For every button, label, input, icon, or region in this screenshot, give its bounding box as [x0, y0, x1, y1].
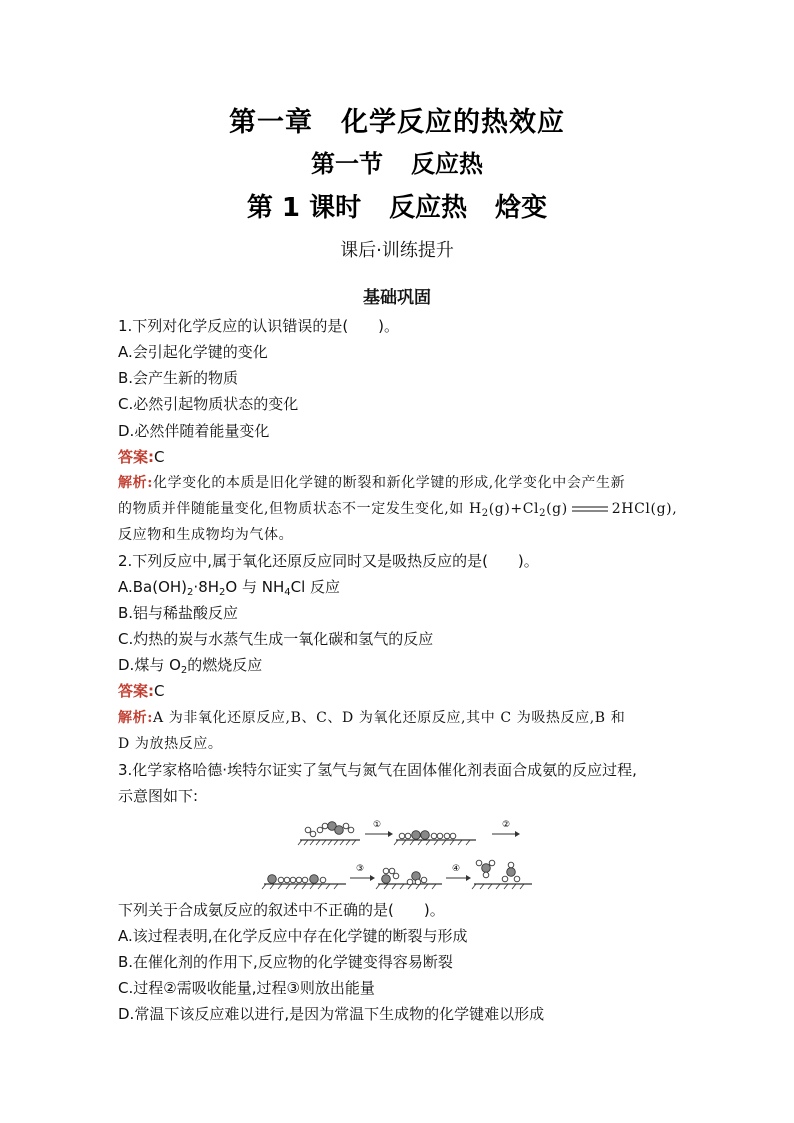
- q3-stem-line-2: 示意图如下:: [118, 787, 199, 805]
- q1-answer: [118, 447, 164, 467]
- arrow-step-3: [350, 875, 375, 881]
- stage-2-surface: [262, 875, 346, 889]
- explanation-text: (g): [546, 501, 568, 517]
- q2-option-a: [118, 577, 340, 597]
- q1-option-c: C.必然引起物质状态的变化: [118, 395, 299, 413]
- subscript: 2: [539, 508, 547, 519]
- q2-explanation-line-1: [118, 708, 625, 728]
- arrow-step-2: [492, 831, 520, 837]
- explanation-label: 解析:: [118, 710, 153, 726]
- q1-option-b: B.会产生新的物质: [118, 369, 239, 387]
- option-text: ·8H: [193, 578, 220, 596]
- subscript: 2: [219, 587, 226, 598]
- section-title: [0, 144, 794, 179]
- stage-4-surface: [472, 860, 532, 889]
- subscript: 2: [481, 508, 489, 519]
- section-heading: 基础巩固: [363, 288, 431, 308]
- arrow-step-4: [446, 875, 471, 881]
- option-text: O 与 NH: [225, 578, 285, 596]
- lesson-name-1: 反应热: [389, 193, 468, 223]
- explanation-text: (g)+Cl: [488, 501, 540, 517]
- q2-explanation-line-2: D 为放热反应。: [118, 736, 223, 752]
- q2-option-d: [118, 655, 262, 675]
- option-text: 的燃烧反应: [187, 656, 263, 674]
- chapter-number: 第一章: [229, 107, 313, 138]
- subscript: 4: [284, 587, 291, 598]
- step-4-label: ④: [451, 864, 461, 874]
- q1-explanation-line-2: [118, 499, 677, 519]
- q2-option-c: C.灼热的炭与水蒸气生成一氧化碳和氢气的反应: [118, 630, 434, 648]
- q3-stem-line-1: 3.化学家格哈德·埃特尔证实了氢气与氮气在固体催化剂表面合成氨的反应过程,: [118, 761, 637, 779]
- q2-answer: [118, 681, 164, 701]
- q2-option-b: B.铝与稀盐酸反应: [118, 604, 239, 622]
- section-number: 第一节: [311, 150, 383, 178]
- stage-1-surface: [394, 831, 476, 845]
- q3-option-b: B.在催化剂的作用下,反应物的化学键变得容易断裂: [118, 953, 453, 971]
- step-3-label: ③: [355, 864, 365, 874]
- q1-option-a: A.会引起化学键的变化: [118, 343, 268, 361]
- q1-explanation-line-1: [118, 473, 625, 493]
- double-line-arrow-icon: [570, 503, 610, 515]
- step-2-label: ②: [501, 820, 511, 830]
- stage-0-surface: [298, 822, 360, 845]
- subscript: 2: [180, 665, 188, 676]
- step-1-label: ①: [372, 820, 382, 830]
- q3-option-c: C.过程②需吸收能量,过程③则放出能量: [118, 979, 375, 997]
- answer-value: C: [154, 448, 165, 466]
- answer-label: 答案:: [118, 448, 154, 466]
- q3-question: 下列关于合成氨反应的叙述中不正确的是( )。: [118, 901, 445, 919]
- subscript: 2: [187, 587, 194, 598]
- q1-option-d: D.必然伴随着能量变化: [118, 422, 270, 440]
- lesson-number: 第 1 课时: [246, 193, 362, 223]
- option-text: Cl 反应: [290, 578, 341, 596]
- arrow-step-1: [365, 831, 393, 837]
- chapter-title: [0, 100, 794, 139]
- q1-explanation-line-3: 反应物和生成物均为气体。: [118, 527, 294, 543]
- section-name: 反应热: [411, 150, 483, 178]
- answer-label: 答案:: [118, 682, 154, 700]
- stage-3-surface: [376, 868, 442, 889]
- answer-value: C: [154, 682, 165, 700]
- explanation-text: 2HCl(g),: [611, 501, 678, 517]
- explanation-text: 化学变化的本质是旧化学键的断裂和新化学键的形成,化学变化中会产生新: [152, 475, 626, 491]
- q3-option-a: A.该过程表明,在化学反应中存在化学键的断裂与形成: [118, 927, 468, 945]
- q1-stem: 1.下列对化学反应的认识错误的是( )。: [118, 317, 400, 335]
- chapter-name: 化学反应的热效应: [341, 107, 565, 138]
- ammonia-synthesis-diagram: [260, 812, 540, 892]
- option-text: A.Ba(OH): [118, 578, 188, 596]
- lesson-title: [0, 187, 794, 224]
- explanation-text: A 为非氧化还原反应,B、C、D 为氧化还原反应,其中 C 为吸热反应,B 和: [152, 710, 626, 726]
- q2-stem: 2.下列反应中,属于氧化还原反应同时又是吸热反应的是( )。: [118, 552, 539, 570]
- explanation-text: 的物质并伴随能量变化,但物质状态不一定发生变化,如 H: [118, 501, 482, 517]
- page-subtitle: 课后·训练提升: [340, 240, 454, 261]
- q3-option-d: D.常温下该反应难以进行,是因为常温下生成物的化学键难以形成: [118, 1005, 545, 1023]
- option-text: D.煤与 O: [118, 656, 181, 674]
- explanation-label: 解析:: [118, 475, 153, 491]
- lesson-name-2: 焓变: [495, 193, 548, 223]
